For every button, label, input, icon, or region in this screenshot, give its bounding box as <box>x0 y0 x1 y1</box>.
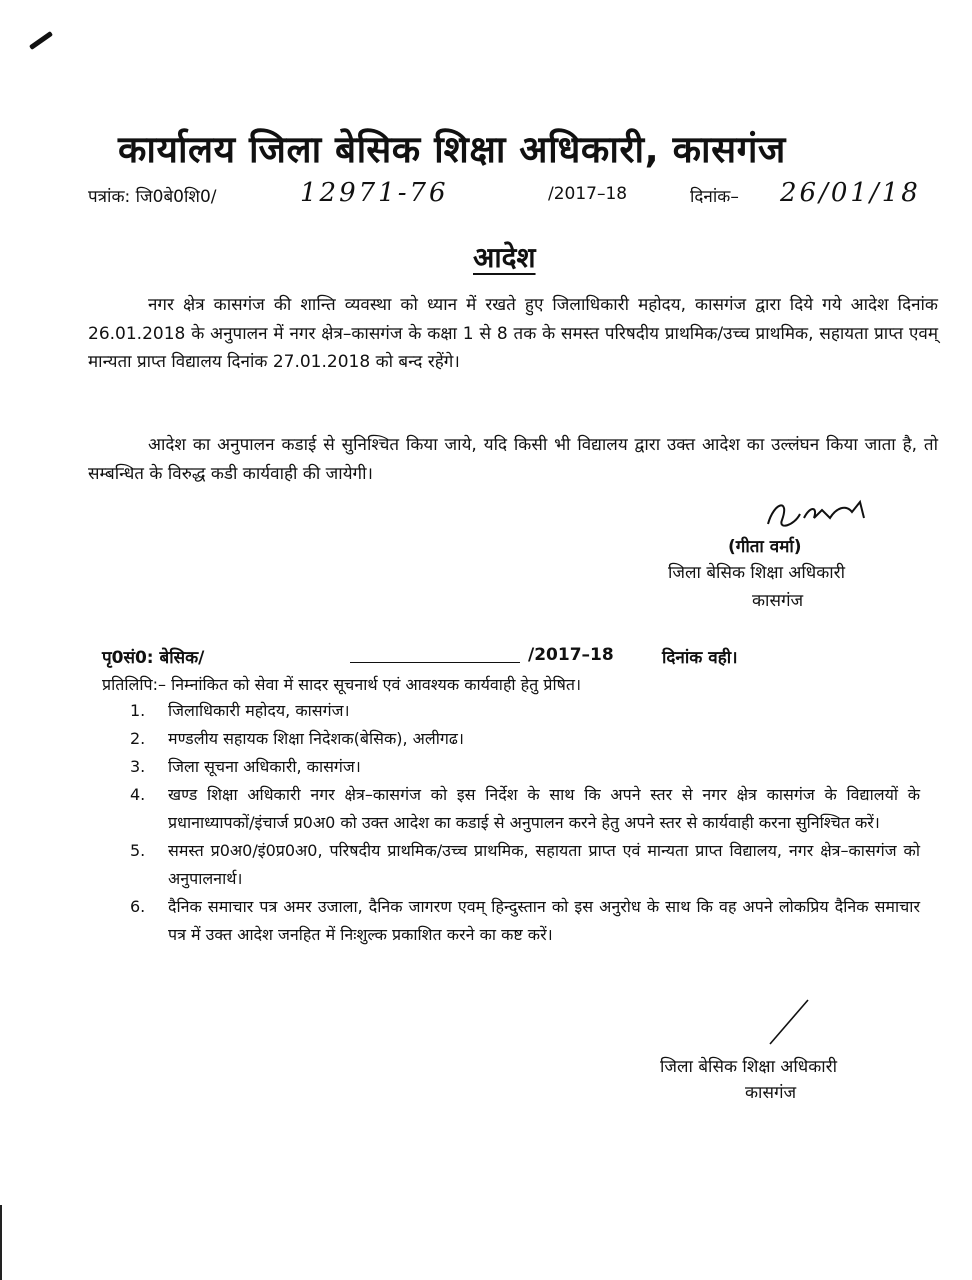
list-item <box>130 697 920 725</box>
copy-intro: प्रतिलिपि:– निम्नांकित को सेवा में सादर सूचनार्थ एवं आवश्यक कार्यवाही हेतु प्रेषित। <box>102 675 582 694</box>
order-paragraph-1-text: नगर क्षेत्र कासगंज की शान्ति व्यवस्था को ध्यान में रखते हुए जिलाधिकारी महोदय, कासगंज द्वारा दिये गये आदेश दिनांक 26.01.2018 के अनुपालन में नगर क्षेत्र–कासगंज के कक्षा 1 से 8 तक के समस्त परिषदीय प्राथमिक/उच्च प्राथमिक, सहायता प्राप्त एवम् मान्यता प्राप्त विद्यालय दिनांक 27.01.2018 को बन्द रहेंगे। <box>88 295 938 372</box>
list-item-text: मण्डलीय सहायक शिक्षा निदेशक(बेसिक), अलीगढ। <box>168 729 464 748</box>
footer-location: कासगंज <box>745 1083 797 1103</box>
distribution-list <box>130 697 920 949</box>
list-item-number: 5. <box>130 841 146 860</box>
list-item-text: खण्ड शिक्षा अधिकारी नगर क्षेत्र–कासगंज को इस निर्देश के साथ कि अपने स्तर से नगर क्षेत्र कासगंज के विद्यालयों के प्रधानाध्यापकों/इंचार्ज प्र0अ0 को उक्त आदेश का कडाई से अनुपालन करने हेतु अपने स्तर से कार्यवाही करना सुनिश्चित करें। <box>168 785 920 832</box>
signatory-name: (गीता वर्मा) <box>728 537 802 557</box>
signatory-location: कासगंज <box>752 591 804 611</box>
copy-ref-label: पृ0सं0: बेसिक/ <box>102 648 205 668</box>
list-item-text: जिला सूचना अधिकारी, कासगंज। <box>168 757 361 776</box>
list-item <box>130 837 920 893</box>
footer-designation: जिला बेसिक शिक्षा अधिकारी <box>660 1057 838 1077</box>
ref-blank-line <box>350 662 520 663</box>
order-heading: आदेश <box>473 241 536 274</box>
ref-session: /2017–18 <box>548 184 628 204</box>
date-handwritten: 26/01/18 <box>780 178 921 208</box>
ref-number-handwritten: 12971-76 <box>300 178 449 208</box>
handwritten-signature <box>760 488 880 534</box>
list-item-number: 3. <box>130 757 146 776</box>
list-item-number: 4. <box>130 785 146 804</box>
copy-session: /2017–18 <box>528 645 614 665</box>
initial-slash-mark <box>760 996 820 1048</box>
copy-date: दिनांक वही। <box>662 648 738 668</box>
list-item-number: 2. <box>130 729 146 748</box>
list-item-number: 6. <box>130 897 146 916</box>
corner-ink-mark <box>29 31 53 50</box>
ref-label: पत्रांक: जि0बे0शि0/ <box>88 187 217 207</box>
list-item <box>130 753 920 781</box>
date-label: दिनांक– <box>690 187 739 207</box>
order-paragraph-2 <box>88 431 938 488</box>
signatory-designation: जिला बेसिक शिक्षा अधिकारी <box>668 563 846 583</box>
list-item-number: 1. <box>130 701 146 720</box>
order-paragraph-2-text: आदेश का अनुपालन कडाई से सुनिश्चित किया जाये, यदि किसी भी विद्यालय द्वारा उक्त आदेश का उल्लंघन किया जाता है, तो सम्बन्धित के विरुद्ध कडी कार्यवाही की जायेगी। <box>88 435 938 484</box>
list-item-text: समस्त प्र0अ0/इं0प्र0अ0, परिषदीय प्राथमिक/उच्च प्राथमिक, सहायता प्राप्त एवं मान्यता प्राप्त विद्यालय, नगर क्षेत्र–कासगंज को अनुपालनार्थ। <box>168 841 920 888</box>
scan-edge-line <box>0 1205 2 1280</box>
order-paragraph-1 <box>88 291 938 377</box>
list-item-text: दैनिक समाचार पत्र अमर उजाला, दैनिक जागरण एवम् हिन्दुस्तान को इस अनुरोध के साथ कि वह अपने लोकप्रिय दैनिक समाचार पत्र में उक्त आदेश जनहित में निःशुल्क प्रकाशित करने का कष्ट करें। <box>168 897 920 944</box>
list-item <box>130 781 920 837</box>
list-item-text: जिलाधिकारी महोदय, कासगंज। <box>168 701 350 720</box>
list-item <box>130 725 920 753</box>
list-item <box>130 893 920 949</box>
office-title: कार्यालय जिला बेसिक शिक्षा अधिकारी, कासगंज <box>118 128 786 171</box>
